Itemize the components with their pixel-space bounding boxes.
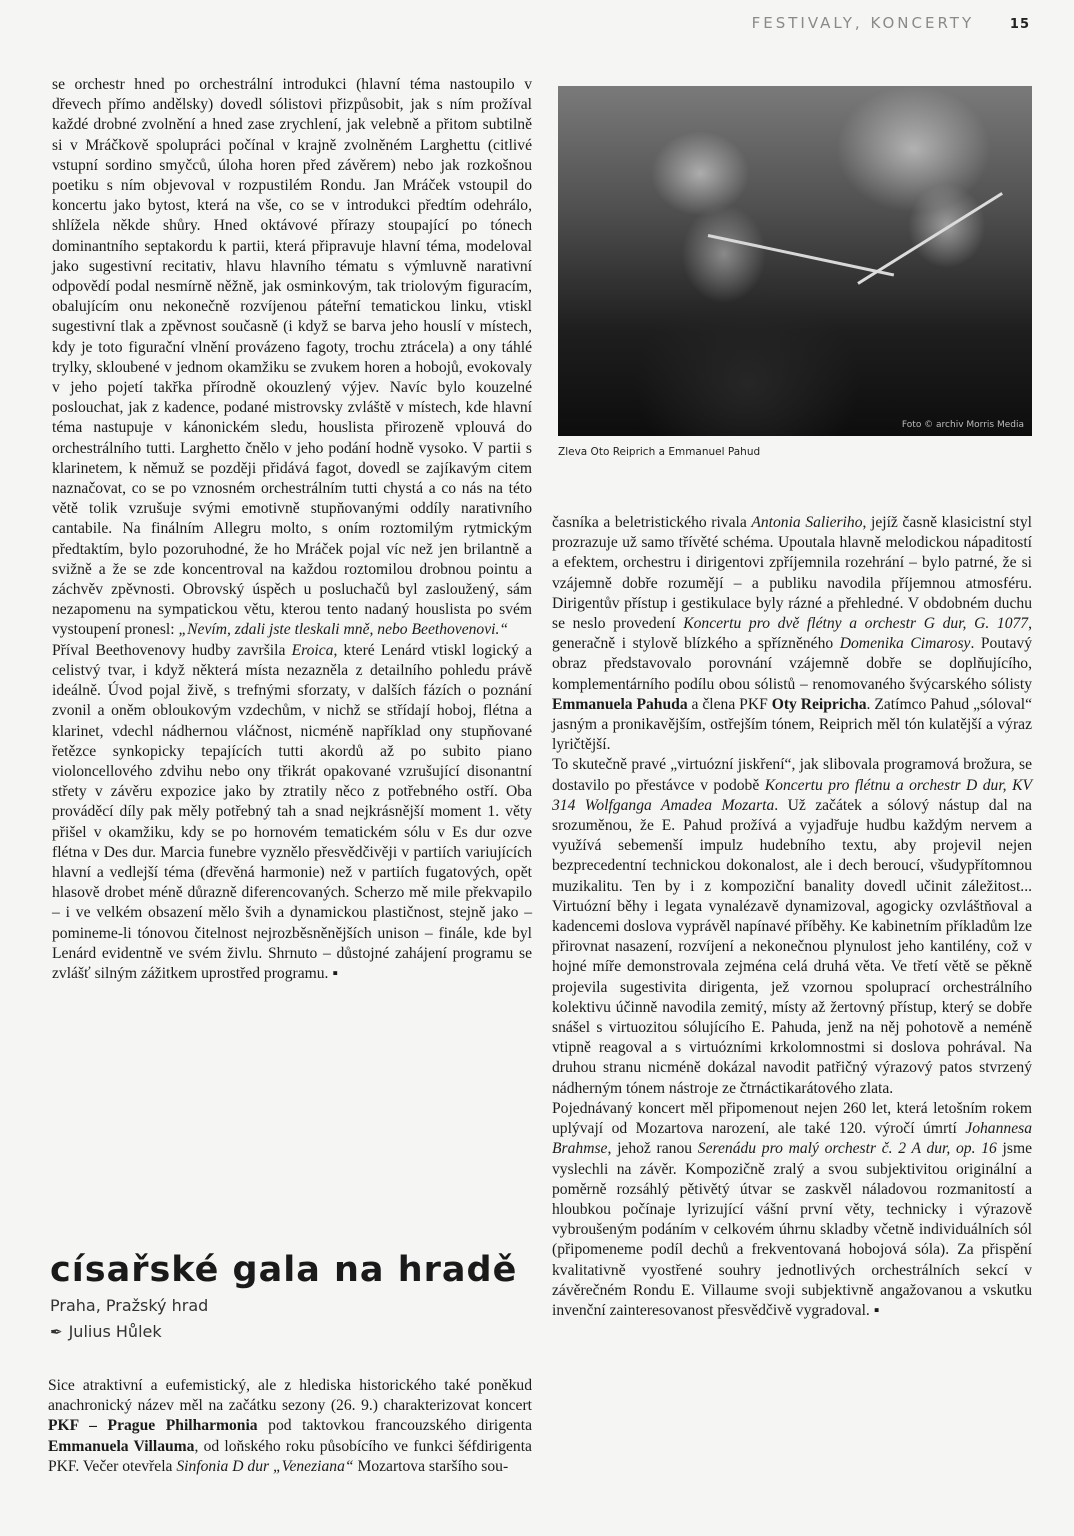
- article-lead: [48, 1376, 532, 1477]
- text: , jejíž časně klasicistní styl prozrazuje už samo třívěté schéma. Upoutala hlavně melodickou nápaditostí a efektem, orchestru i dirigentovi zpříjemnila rozehrání – bylo patrné, že si vzájemně dobře rozumějí – a publiku navodila příjemnou atmosféru. Dirigentův přístup i gestikulace byly rázné a přehledné. V obdobném duchu se neslo provedení: [552, 514, 1032, 633]
- quote: „Nevím, zdali jste tleskali mně, nebo Beethovenovi.“: [178, 621, 509, 639]
- text: , generačně i stylově blízkého a spřízněného: [552, 615, 1032, 653]
- composer-name: Domenika Cimarosy: [839, 635, 971, 653]
- paragraph: [52, 75, 532, 641]
- text: To skutečně pravé „virtuózní jiskření“, jak slibovala programová brožura, se dostavilo po přestávce v podobě: [552, 756, 1032, 794]
- photo-credit: Foto © archiv Morris Media: [901, 420, 1024, 430]
- text: , jehož ranou: [607, 1140, 698, 1158]
- running-header: [752, 14, 1030, 32]
- text: . Zatímco Pahud „sóloval“ jasným a pronikavějším, ostřejším tónem, Reiprich měl tón kulatější a výraz lyričtější.: [552, 695, 1032, 754]
- paragraph: [552, 755, 1032, 1098]
- left-column: [52, 75, 532, 984]
- conductor-name: Emmanuela Villauma: [48, 1437, 195, 1455]
- text: jsme vyslechli na závěr. Kompozičně zralý a svou subjektivitou originální a poměrně rozsáhlý pětivětý útvar se zaskvěl náladovou rozmanitostí a hloubkou počínaje lyrizující vášní první věty, technicky i výrazově vybroušeným podáním v celkovém úhrnu skladby včetně individuálních sól (připomeneme podíl dechů a frekventovaná hobojová sóla). Za přispění kvalitativně vyostřené souhry jednotlivých orchestrálních sekcí v závěrečném Rondu E. Villaume svoji subjektivně angažovanou a vskutku invenční zainteresovanost přesvědčivě vygradoval.: [552, 1140, 1032, 1319]
- pen-nib-icon: ✒: [50, 1323, 63, 1341]
- author-name: Julius Hůlek: [68, 1322, 162, 1341]
- paragraph: [48, 1376, 532, 1477]
- text: pod taktovkou francouzského dirigenta: [257, 1417, 532, 1435]
- text: Sice atraktivní a eufemistický, ale z hlediska historického také poněkud anachronický název měl na začátku sezony (26. 9.) charakterizovat koncert: [48, 1377, 532, 1415]
- text: a člena PKF: [687, 695, 772, 713]
- page-number: 15: [1009, 17, 1030, 32]
- end-mark: ▪: [873, 1301, 880, 1319]
- article-title: císařské gala na hradě: [50, 1250, 518, 1290]
- text: Pojednávaný koncert měl připomenout nejen 260 let, která letošním rokem uplývají od Mozartova narození, ale také 120. výročí úmrtí: [552, 1099, 1032, 1138]
- composer-name: Johannesa Brahmse: [552, 1120, 1032, 1158]
- section-title: FESTIVALY, KONCERTY: [751, 14, 975, 32]
- work-title: Eroica: [291, 641, 334, 659]
- composer-name: Antonia Salieriho: [751, 514, 863, 531]
- text: . Poutavý obraz představovalo porovnání vzájemně dobře se doplňujícího, komplementárního podílu obou sólistů – renomovaného švýcarského sólisty: [552, 635, 1033, 693]
- article-location: Praha, Pražský hrad: [50, 1296, 209, 1315]
- paragraph: [52, 641, 532, 984]
- right-column: [552, 513, 1032, 1321]
- text: , od loňského roku působícího ve funkci šéfdirigenta PKF. Večer otevřela: [48, 1437, 532, 1475]
- orchestra-name: PKF – Prague Philharmonia: [48, 1417, 258, 1435]
- photo-caption: Zleva Oto Reiprich a Emmanuel Pahud: [558, 446, 761, 458]
- concert-photo: [558, 86, 1032, 436]
- text: , které Lenárd vtiskl logický a celistvý tvar, i když některá místa nezazněla z detailního pohledu právě ideálně. Úvod pojal živě, s trefnými sforzaty, v dalších fázích o poznání zvonil a oněm obloukovým vzdechům, v nichž se střídají hoboj, flétna a klarinet, vdechl nádhernou vláčnost, nicméně například ony stupňované řetězce synkopicky tepajících tutti akordů až po subito piano violoncellového zdvihu nebo ony třikrát opakované vzrušující disonantní střety v závěru expozice jako by ztratily něco z potřebného ostří. Oba prováděcí díly pak měly potřebný tah a snad nejkrásnější moment 1. věty přišel v okamžiku, kdy se po hornovém tematickém sólu v Es dur ozve flétna v Des dur. Marcia funebre vyznělo přesvědčivěji v partiích variujících hlavní a vedlejší téma (dřevěná harmonie) než v partiích fugatových, opět hlasově drobet méně důrazně diferencovaných. Scherzo mě mile překvapilo – i ve velkém obsazení mělo švih a dynamickou plastičnost, stejně jako – pomineme-li tónovou čitelnost nejrozběsněnějších unison – finále, kde byl Lenárd evidentně ve svém živlu. Shrnuto – důstojné zahájení programu se zvlášť silným zážitkem uprostřed programu.: [52, 641, 532, 982]
- work-title: Serenádu pro malý orchestr č. 2 A dur, op. 16: [697, 1140, 997, 1158]
- flute-shape: [857, 192, 1003, 285]
- soloist-name: Oty Reipricha: [771, 695, 867, 713]
- work-title: Koncertu pro flétnu a orchestr D dur, KV 314 Wolfganga Amadea Mozarta: [552, 776, 1032, 814]
- flute-shape: [708, 234, 894, 276]
- paragraph: [552, 513, 1032, 755]
- text: časníka a beletristického rivala: [552, 514, 752, 531]
- work-title: Sinfonia D dur „Veneziana“: [176, 1457, 354, 1475]
- text: se orchestr hned po orchestrální introdukci (hlavní téma nastoupilo v dřevech přímo andělsky) dovedl sólistovi přizpůsobit, jak s ním prožíval každé drobné zvolnění a hned zase zrychlení, jak velebně a přitom subtilně si v Mráčkově spolupráci počínal v krajně zvolněném Larghettu (citlivé vstupní sordino smyčců, úloha horen před závěrem) nebo jak rozkošnou poetiku s ním objevoval v rozpustilém Rondu. Jan Mráček vstoupil do koncertu jako bytost, která na vše, co se v introdukci předtím odehrálo, shlížela někde shůry. Hned oktávové přírazy stoupající po tónech dominantního septakordu k partii, která připravuje hlavní téma, modeloval jako sugestivní recitativ, hlavu hlavního tématu s výmluvně narativní odpovědí podal nesmírně něžně, jak osminkovým, tak triolovým figuracím, obalujícím onu nekonečně rozvíjenou páteřní tematickou linku, vtiskl sugestivní tlak a zpěvnost současně (i když se barva jeho houslí v místech, kdy je toto figurační vlnění provázeno fagoty, trochu ztrácela) a ony táhlé trylky, skloubené v jednom okamžiku se zvukem horen a hobojů, evokovaly v jeho pojetí takřka přírodně okouzlený výjev. Navíc bylo kouzelné poslouchat, jak z kadence, podané mistrovsky zvláště v místech, kde hlavní téma nastupuje v kánonickém sledu, houslista přirozeně vplouvá do orchestrálního tutti. Larghetto čnělo v jeho podání hodně vysoko. V partii s klarinetem, k němuž se později přidává fagot, dovedl se zajíkavým citem naznačovat, co se po vznosném orchestrálním tutti chystá a co nás na této větě tolik vzrušuje svými emotivně stupňovanými oddíly narativního cantabile. Na finálním Allegru molto, s oním roztomilým rytmickým předtaktím, bylo pozoruhodné, že ho Mráček pojal víc než jen brilantně a svižně a že se zde koncentroval na každou roztomilou drobnou pointu a záchvěv zpěvnosti. Obrovský úspěch u posluchačů byl zasloužený, sám nezapomenu na sympatickou větu, kterou tento nadaný houslista po svém vystoupení pronesl:: [52, 76, 532, 639]
- end-mark: ▪: [332, 964, 338, 982]
- soloist-name: Emmanuela Pahuda: [552, 695, 688, 713]
- work-title: Koncertu pro dvě flétny a orchestr G dur, G. 1077: [683, 615, 1029, 633]
- text: . Už začátek a sólový nástup dal na srozuměnou, že E. Pahud prožívá a vyjadřuje hudbu každým nervem a využívá sebemenší impulz hudebního textu, aby projevil nejen bezprecedentní technickou dokonalost, ale i dech beroucí, všudypřítomnou muzikalitu. Ten by i z kompoziční banality dovedl učinit záležitost... Virtuózní běhy i legata vynalézavě dynamizoval, agogicky ozvláštňoval a kadencemi doslova vyprávěl napínavé příběhy. Ke kabinetním příkladům lze přirovnat nasazení, rozvíjení a nekonečnou plynulost jeho kantilény, což v hojné míře demonstrovala zejména celá druhá věta. Ve třetí větě se pěkně projevila sugestivita dirigenta, jež vzornou spoluprací orchestrálního kolektivu účinně navodila zemitý, místy až žertovný přístup, který se dobře snášel s virtuozitou sólujícího E. Pahuda, jenž na něj pohotově a neméně vtipně reagoval a s virtuózními krkolomnostmi si doslova pohrával. Na druhou stranu nicméně dokázal navodit patřičný výrazový patos stvrzený nádherným tónem nástroje ze čtrnáctikarátového zlata.: [552, 796, 1032, 1097]
- article-author: [50, 1322, 162, 1341]
- paragraph: [552, 1099, 1032, 1321]
- text: Příval Beethovenovy hudby završila: [52, 641, 292, 659]
- text: Mozartova staršího sou-: [353, 1457, 509, 1475]
